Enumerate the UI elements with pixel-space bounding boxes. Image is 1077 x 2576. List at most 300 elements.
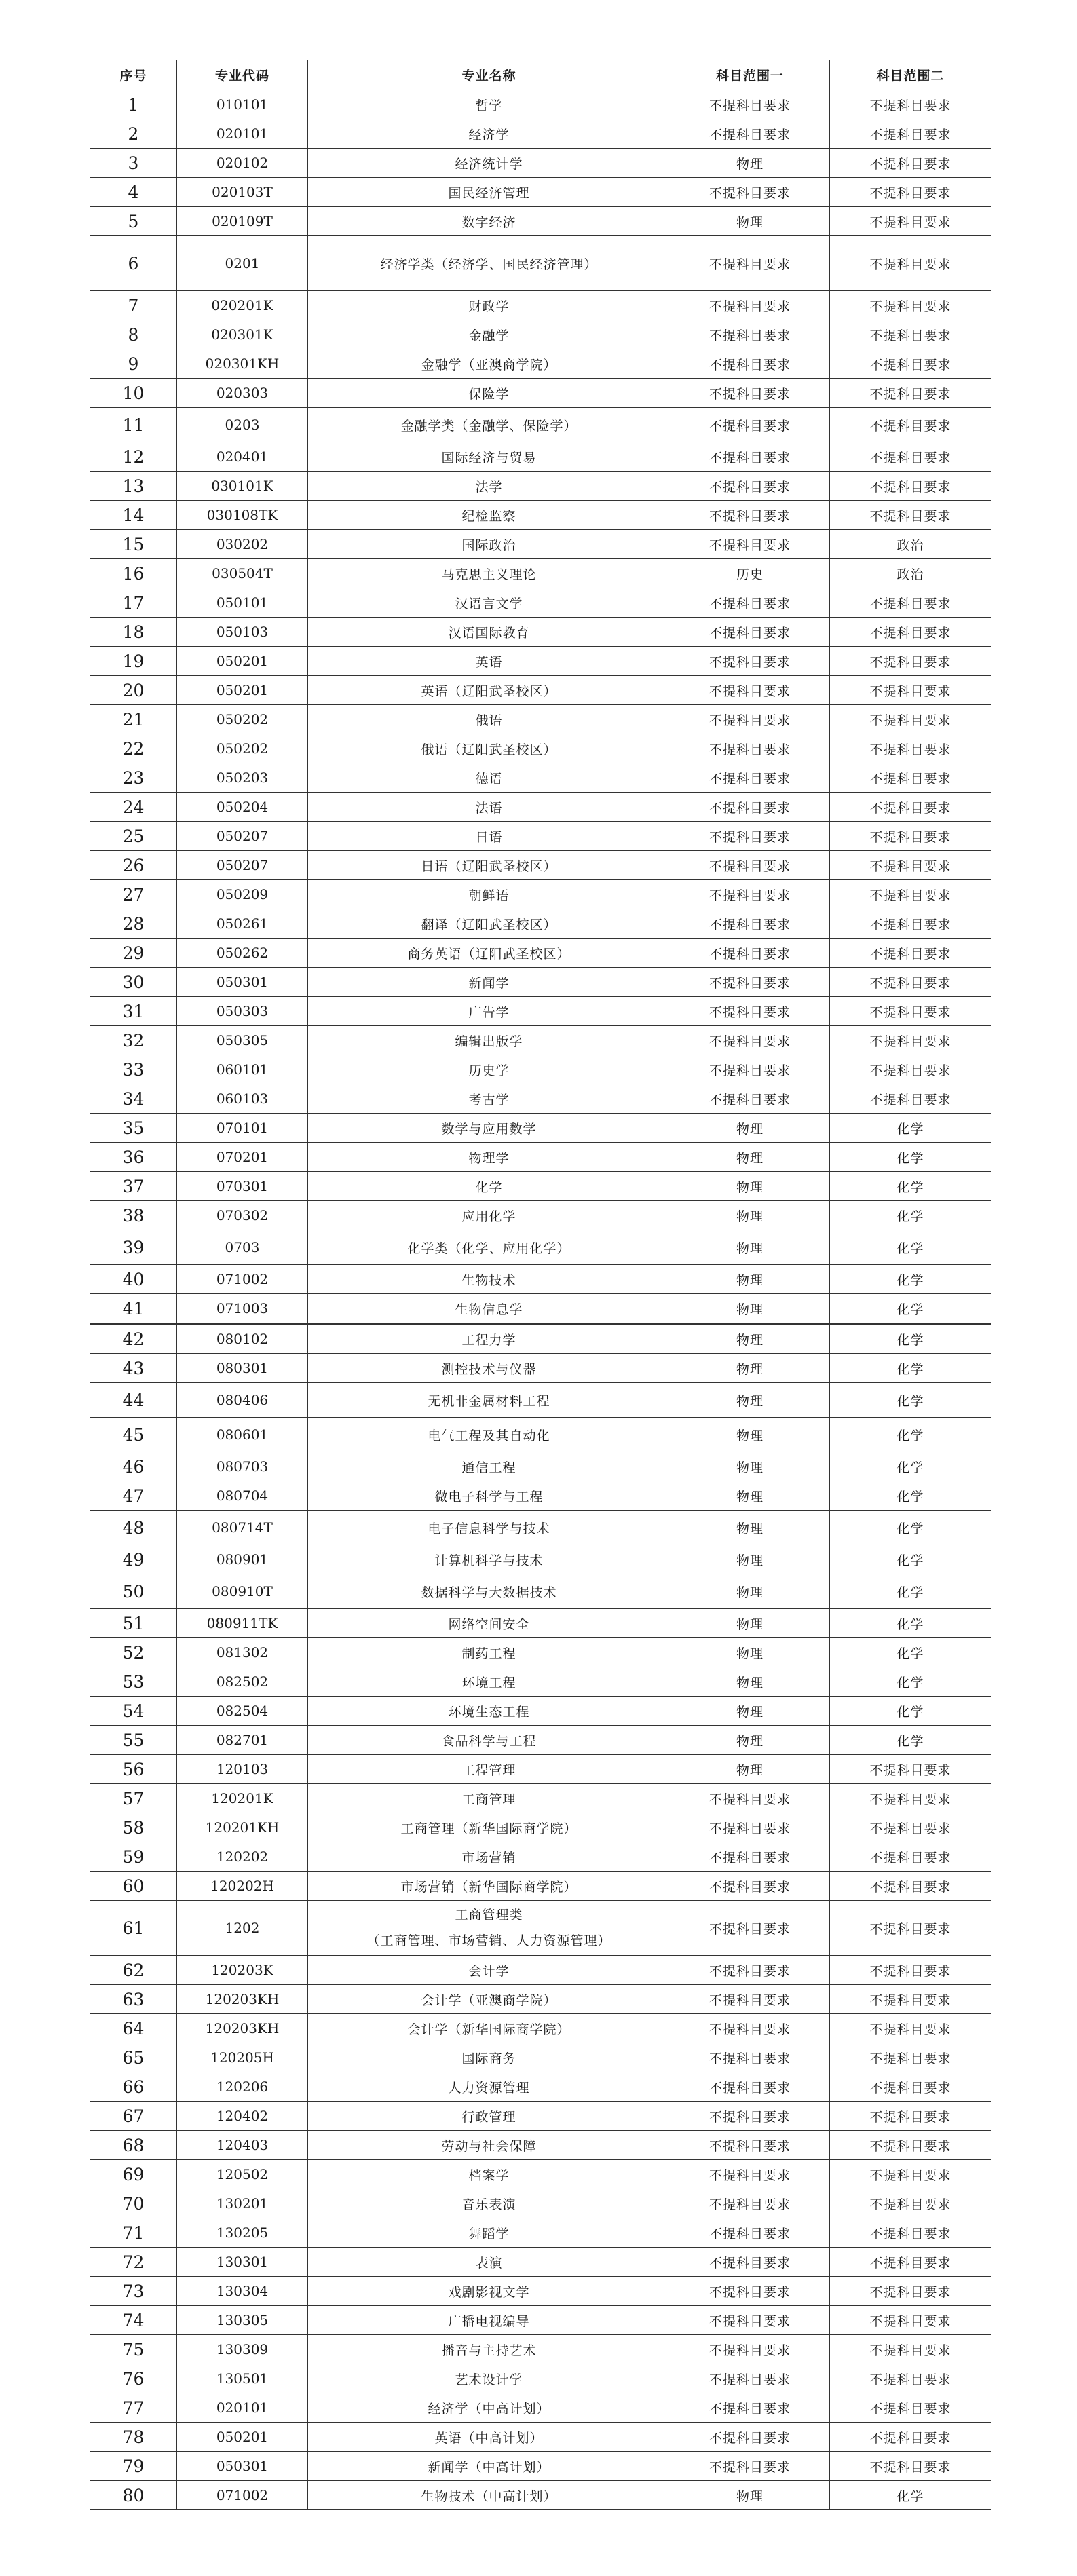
table-row [90,2423,991,2452]
header-subject-2: 科目范围二 [830,60,991,90]
row-index: 45 [90,1418,177,1452]
major-code: 050201 [177,647,308,676]
subject-range-2: 不提科目要求 [830,763,991,793]
subject-range-2: 不提科目要求 [830,1985,991,2014]
subject-range-1: 不提科目要求 [670,1901,830,1956]
subject-range-2: 不提科目要求 [830,349,991,379]
row-index: 34 [90,1084,177,1114]
major-name: 数学与应用数学 [308,1114,670,1143]
row-index: 61 [90,1901,177,1956]
row-index: 60 [90,1872,177,1901]
table-row [90,1813,991,1842]
subject-range-1: 不提科目要求 [670,1842,830,1872]
subject-range-1: 物理 [670,1638,830,1667]
major-code: 070301 [177,1172,308,1201]
major-code: 120502 [177,2160,308,2189]
major-code: 050207 [177,851,308,880]
major-name [308,1901,670,1956]
major-code: 120203KH [177,2014,308,2043]
table-row [90,236,991,291]
major-code: 020201K [177,291,308,320]
major-code: 050201 [177,676,308,705]
row-index: 80 [90,2481,177,2510]
row-index: 11 [90,408,177,442]
major-name: 日语 [308,822,670,851]
major-name-line-2: （工商管理、市场营销、人力资源管理） [366,1933,611,1948]
table-row [90,408,991,442]
row-index: 7 [90,291,177,320]
subject-range-1: 物理 [670,1383,830,1418]
major-name: 市场营销（新华国际商学院） [308,1872,670,1901]
major-code: 082504 [177,1697,308,1726]
table-row [90,676,991,705]
subject-range-2: 化学 [830,1201,991,1230]
subject-range-2: 不提科目要求 [830,119,991,149]
table-row [90,2218,991,2248]
major-name: 生物信息学 [308,1294,670,1324]
major-name: 数据科学与大数据技术 [308,1574,670,1609]
major-name: 物理学 [308,1143,670,1172]
major-name: 微电子科学与工程 [308,1481,670,1511]
subject-range-1: 不提科目要求 [670,379,830,408]
major-name: 人力资源管理 [308,2072,670,2102]
major-name: 环境生态工程 [308,1697,670,1726]
major-subject-table [90,60,991,2510]
row-index: 59 [90,1842,177,1872]
major-code: 060103 [177,1084,308,1114]
table-row [90,2014,991,2043]
subject-range-1: 物理 [670,1452,830,1481]
table-row [90,2043,991,2072]
subject-range-2: 化学 [830,1574,991,1609]
subject-range-1: 物理 [670,1324,830,1354]
table-row [90,1481,991,1511]
row-index: 56 [90,1755,177,1784]
subject-range-1: 不提科目要求 [670,676,830,705]
subject-range-2: 不提科目要求 [830,1842,991,1872]
major-code: 080102 [177,1324,308,1354]
table-row [90,320,991,349]
row-index: 22 [90,734,177,763]
row-index: 2 [90,119,177,149]
subject-range-1: 不提科目要求 [670,442,830,472]
subject-range-1: 不提科目要求 [670,408,830,442]
table-row [90,1294,991,1324]
subject-range-1: 不提科目要求 [670,2248,830,2277]
subject-range-1: 不提科目要求 [670,2218,830,2248]
row-index: 54 [90,1697,177,1726]
row-index: 20 [90,676,177,705]
major-code: 050305 [177,1026,308,1055]
major-name: 商务英语（辽阳武圣校区） [308,939,670,968]
table-row [90,1265,991,1294]
subject-range-2: 不提科目要求 [830,320,991,349]
table-row [90,1842,991,1872]
major-code: 050204 [177,793,308,822]
major-code: 050262 [177,939,308,968]
row-index: 72 [90,2248,177,2277]
subject-range-2: 不提科目要求 [830,851,991,880]
major-name: 金融学 [308,320,670,349]
major-name: 生物技术 [308,1265,670,1294]
subject-range-2: 不提科目要求 [830,291,991,320]
subject-range-1: 不提科目要求 [670,2364,830,2393]
table-row [90,349,991,379]
major-code: 050202 [177,734,308,763]
subject-range-1: 物理 [670,1230,830,1265]
subject-range-1: 不提科目要求 [670,2043,830,2072]
row-index: 57 [90,1784,177,1813]
major-name: 环境工程 [308,1667,670,1697]
major-code: 080911TK [177,1609,308,1638]
table-row [90,2189,991,2218]
major-name: 制药工程 [308,1638,670,1667]
major-name: 朝鲜语 [308,880,670,909]
table-row [90,1354,991,1383]
major-code: 070302 [177,1201,308,1230]
table-row [90,618,991,647]
subject-range-1: 物理 [670,1574,830,1609]
major-name: 经济统计学 [308,149,670,178]
subject-range-1: 物理 [670,2481,830,2510]
row-index: 48 [90,1511,177,1545]
header-code: 专业代码 [177,60,308,90]
table-row [90,1872,991,1901]
major-name: 汉语言文学 [308,588,670,618]
subject-range-2: 不提科目要求 [830,647,991,676]
major-name: 历史学 [308,1055,670,1084]
major-name: 劳动与社会保障 [308,2131,670,2160]
subject-range-1: 物理 [670,1545,830,1574]
row-index: 69 [90,2160,177,2189]
row-index: 47 [90,1481,177,1511]
table-row [90,1667,991,1697]
major-name: 哲学 [308,90,670,119]
subject-range-1: 不提科目要求 [670,90,830,119]
table-row [90,2131,991,2160]
subject-range-1: 不提科目要求 [670,119,830,149]
major-name: 工程力学 [308,1324,670,1354]
subject-range-2: 不提科目要求 [830,880,991,909]
table-row [90,2452,991,2481]
major-name: 表演 [308,2248,670,2277]
major-name: 数字经济 [308,207,670,236]
subject-range-2: 化学 [830,1230,991,1265]
table-row [90,909,991,939]
subject-range-2: 化学 [830,1418,991,1452]
subject-range-2: 化学 [830,1609,991,1638]
table-row [90,2335,991,2364]
major-code: 060101 [177,1055,308,1084]
major-code: 120402 [177,2102,308,2131]
major-code: 050301 [177,2452,308,2481]
major-name: 金融学（亚澳商学院） [308,349,670,379]
major-code: 0703 [177,1230,308,1265]
subject-range-1: 不提科目要求 [670,2452,830,2481]
major-code: 030202 [177,530,308,559]
subject-range-2: 不提科目要求 [830,1026,991,1055]
subject-range-2: 不提科目要求 [830,2189,991,2218]
major-name: 工程管理 [308,1755,670,1784]
major-name: 无机非金属材料工程 [308,1383,670,1418]
subject-range-1: 不提科目要求 [670,2072,830,2102]
row-index: 18 [90,618,177,647]
major-code: 050203 [177,763,308,793]
row-index: 30 [90,968,177,997]
subject-range-2: 不提科目要求 [830,2277,991,2306]
subject-range-2: 不提科目要求 [830,2452,991,2481]
subject-range-1: 不提科目要求 [670,909,830,939]
table-row [90,1452,991,1481]
row-index: 50 [90,1574,177,1609]
major-code: 070101 [177,1114,308,1143]
major-name: 舞蹈学 [308,2218,670,2248]
subject-range-1: 不提科目要求 [670,1784,830,1813]
subject-range-2: 化学 [830,1172,991,1201]
major-code: 050202 [177,705,308,734]
major-code: 120203KH [177,1985,308,2014]
major-code: 010101 [177,90,308,119]
table-body [90,90,991,2510]
row-index: 74 [90,2306,177,2335]
table-row [90,2277,991,2306]
major-code: 080704 [177,1481,308,1511]
subject-range-2: 不提科目要求 [830,149,991,178]
subject-range-2: 不提科目要求 [830,2335,991,2364]
major-name: 新闻学（中高计划） [308,2452,670,2481]
row-index: 35 [90,1114,177,1143]
subject-range-1: 物理 [670,1143,830,1172]
major-name: 会计学 [308,1956,670,1985]
row-index: 15 [90,530,177,559]
subject-range-1: 不提科目要求 [670,734,830,763]
major-name: 应用化学 [308,1201,670,1230]
major-code: 030108TK [177,501,308,530]
table-row [90,1172,991,1201]
table-row [90,1609,991,1638]
table-row [90,588,991,618]
table-row [90,207,991,236]
major-name: 工商管理 [308,1784,670,1813]
subject-range-2: 不提科目要求 [830,1872,991,1901]
major-name: 生物技术（中高计划） [308,2481,670,2510]
major-code: 020103T [177,178,308,207]
table-row [90,939,991,968]
major-code: 120203K [177,1956,308,1985]
table-row [90,2072,991,2102]
subject-range-1: 物理 [670,1667,830,1697]
major-code: 050209 [177,880,308,909]
row-index: 1 [90,90,177,119]
subject-range-2: 不提科目要求 [830,968,991,997]
table-row [90,2364,991,2393]
row-index: 28 [90,909,177,939]
row-index: 31 [90,997,177,1026]
table-row [90,1230,991,1265]
major-name: 工商管理（新华国际商学院） [308,1813,670,1842]
major-name: 网络空间安全 [308,1609,670,1638]
table-row [90,1324,991,1354]
subject-range-1: 不提科目要求 [670,291,830,320]
major-code: 020401 [177,442,308,472]
subject-range-2: 不提科目要求 [830,2248,991,2277]
table-row [90,822,991,851]
major-code: 020101 [177,2393,308,2423]
row-index: 49 [90,1545,177,1574]
subject-range-1: 物理 [670,1418,830,1452]
row-index: 70 [90,2189,177,2218]
subject-range-2: 不提科目要求 [830,618,991,647]
row-index: 64 [90,2014,177,2043]
table-row [90,2306,991,2335]
major-name: 国际政治 [308,530,670,559]
major-code: 080406 [177,1383,308,1418]
major-code: 120103 [177,1755,308,1784]
row-index: 79 [90,2452,177,2481]
table-row [90,1784,991,1813]
row-index: 17 [90,588,177,618]
major-name: 会计学（亚澳商学院） [308,1985,670,2014]
major-code: 050301 [177,968,308,997]
major-code: 050103 [177,618,308,647]
major-name: 档案学 [308,2160,670,2189]
subject-range-1: 不提科目要求 [670,1956,830,1985]
subject-range-1: 物理 [670,207,830,236]
table-row [90,2102,991,2131]
major-name: 汉语国际教育 [308,618,670,647]
major-code: 080301 [177,1354,308,1383]
table-row [90,1545,991,1574]
row-index: 73 [90,2277,177,2306]
row-index: 67 [90,2102,177,2131]
subject-range-1: 不提科目要求 [670,618,830,647]
row-index: 4 [90,178,177,207]
major-name: 化学类（化学、应用化学） [308,1230,670,1265]
subject-range-1: 不提科目要求 [670,793,830,822]
subject-range-1: 不提科目要求 [670,2306,830,2335]
row-index: 58 [90,1813,177,1842]
major-code: 020301KH [177,349,308,379]
major-name: 会计学（新华国际商学院） [308,2014,670,2043]
subject-range-2: 不提科目要求 [830,676,991,705]
row-index: 29 [90,939,177,968]
major-name: 俄语 [308,705,670,734]
table-row [90,2481,991,2510]
major-code: 081302 [177,1638,308,1667]
subject-range-1: 不提科目要求 [670,1872,830,1901]
major-name: 俄语（辽阳武圣校区） [308,734,670,763]
subject-range-2: 不提科目要求 [830,207,991,236]
major-name: 英语（中高计划） [308,2423,670,2452]
major-code: 120403 [177,2131,308,2160]
major-code: 050101 [177,588,308,618]
major-name: 纪检监察 [308,501,670,530]
subject-range-1: 不提科目要求 [670,2160,830,2189]
subject-range-2: 不提科目要求 [830,2218,991,2248]
row-index: 40 [90,1265,177,1294]
major-code: 120201K [177,1784,308,1813]
major-name: 经济学类（经济学、国民经济管理） [308,236,670,291]
major-code: 020303 [177,379,308,408]
row-index: 51 [90,1609,177,1638]
subject-range-1: 不提科目要求 [670,2014,830,2043]
subject-range-2: 化学 [830,1667,991,1697]
subject-range-1: 不提科目要求 [670,2189,830,2218]
subject-range-1: 不提科目要求 [670,1026,830,1055]
subject-range-2: 不提科目要求 [830,1901,991,1956]
major-code: 082502 [177,1667,308,1697]
row-index: 19 [90,647,177,676]
table-row [90,2393,991,2423]
table-row [90,1511,991,1545]
row-index: 9 [90,349,177,379]
table-row [90,472,991,501]
subject-range-2: 不提科目要求 [830,2043,991,2072]
major-name: 编辑出版学 [308,1026,670,1055]
table-row [90,1697,991,1726]
major-code: 071003 [177,1294,308,1324]
table-row [90,1026,991,1055]
major-name: 计算机科学与技术 [308,1545,670,1574]
major-name: 德语 [308,763,670,793]
row-index: 38 [90,1201,177,1230]
major-code: 130205 [177,2218,308,2248]
major-name: 日语（辽阳武圣校区） [308,851,670,880]
major-code: 020101 [177,119,308,149]
subject-range-2: 不提科目要求 [830,90,991,119]
row-index: 16 [90,559,177,588]
major-code: 030504T [177,559,308,588]
subject-range-2: 化学 [830,1481,991,1511]
table-row [90,291,991,320]
major-code: 050207 [177,822,308,851]
major-name: 戏剧影视文学 [308,2277,670,2306]
table-row [90,734,991,763]
major-code: 120202H [177,1872,308,1901]
major-name: 广告学 [308,997,670,1026]
row-index: 52 [90,1638,177,1667]
row-index: 24 [90,793,177,822]
header-index: 序号 [90,60,177,90]
header-subject-1: 科目范围一 [670,60,830,90]
subject-range-2: 不提科目要求 [830,408,991,442]
major-code: 0203 [177,408,308,442]
subject-range-2: 不提科目要求 [830,178,991,207]
major-code: 080714T [177,1511,308,1545]
row-index: 55 [90,1726,177,1755]
table-row [90,1574,991,1609]
major-code: 020102 [177,149,308,178]
major-name: 食品科学与工程 [308,1726,670,1755]
table-row [90,379,991,408]
subject-range-2: 不提科目要求 [830,2072,991,2102]
table-row [90,763,991,793]
table-row [90,1726,991,1755]
subject-range-1: 不提科目要求 [670,530,830,559]
major-name: 电子信息科学与技术 [308,1511,670,1545]
row-index: 39 [90,1230,177,1265]
subject-range-1: 物理 [670,1755,830,1784]
subject-range-2: 化学 [830,1545,991,1574]
major-code: 120201KH [177,1813,308,1842]
major-subject-table-container [90,60,991,2510]
subject-range-1: 不提科目要求 [670,501,830,530]
row-index: 25 [90,822,177,851]
subject-range-1: 不提科目要求 [670,1813,830,1842]
row-index: 68 [90,2131,177,2160]
row-index: 13 [90,472,177,501]
major-code: 050303 [177,997,308,1026]
